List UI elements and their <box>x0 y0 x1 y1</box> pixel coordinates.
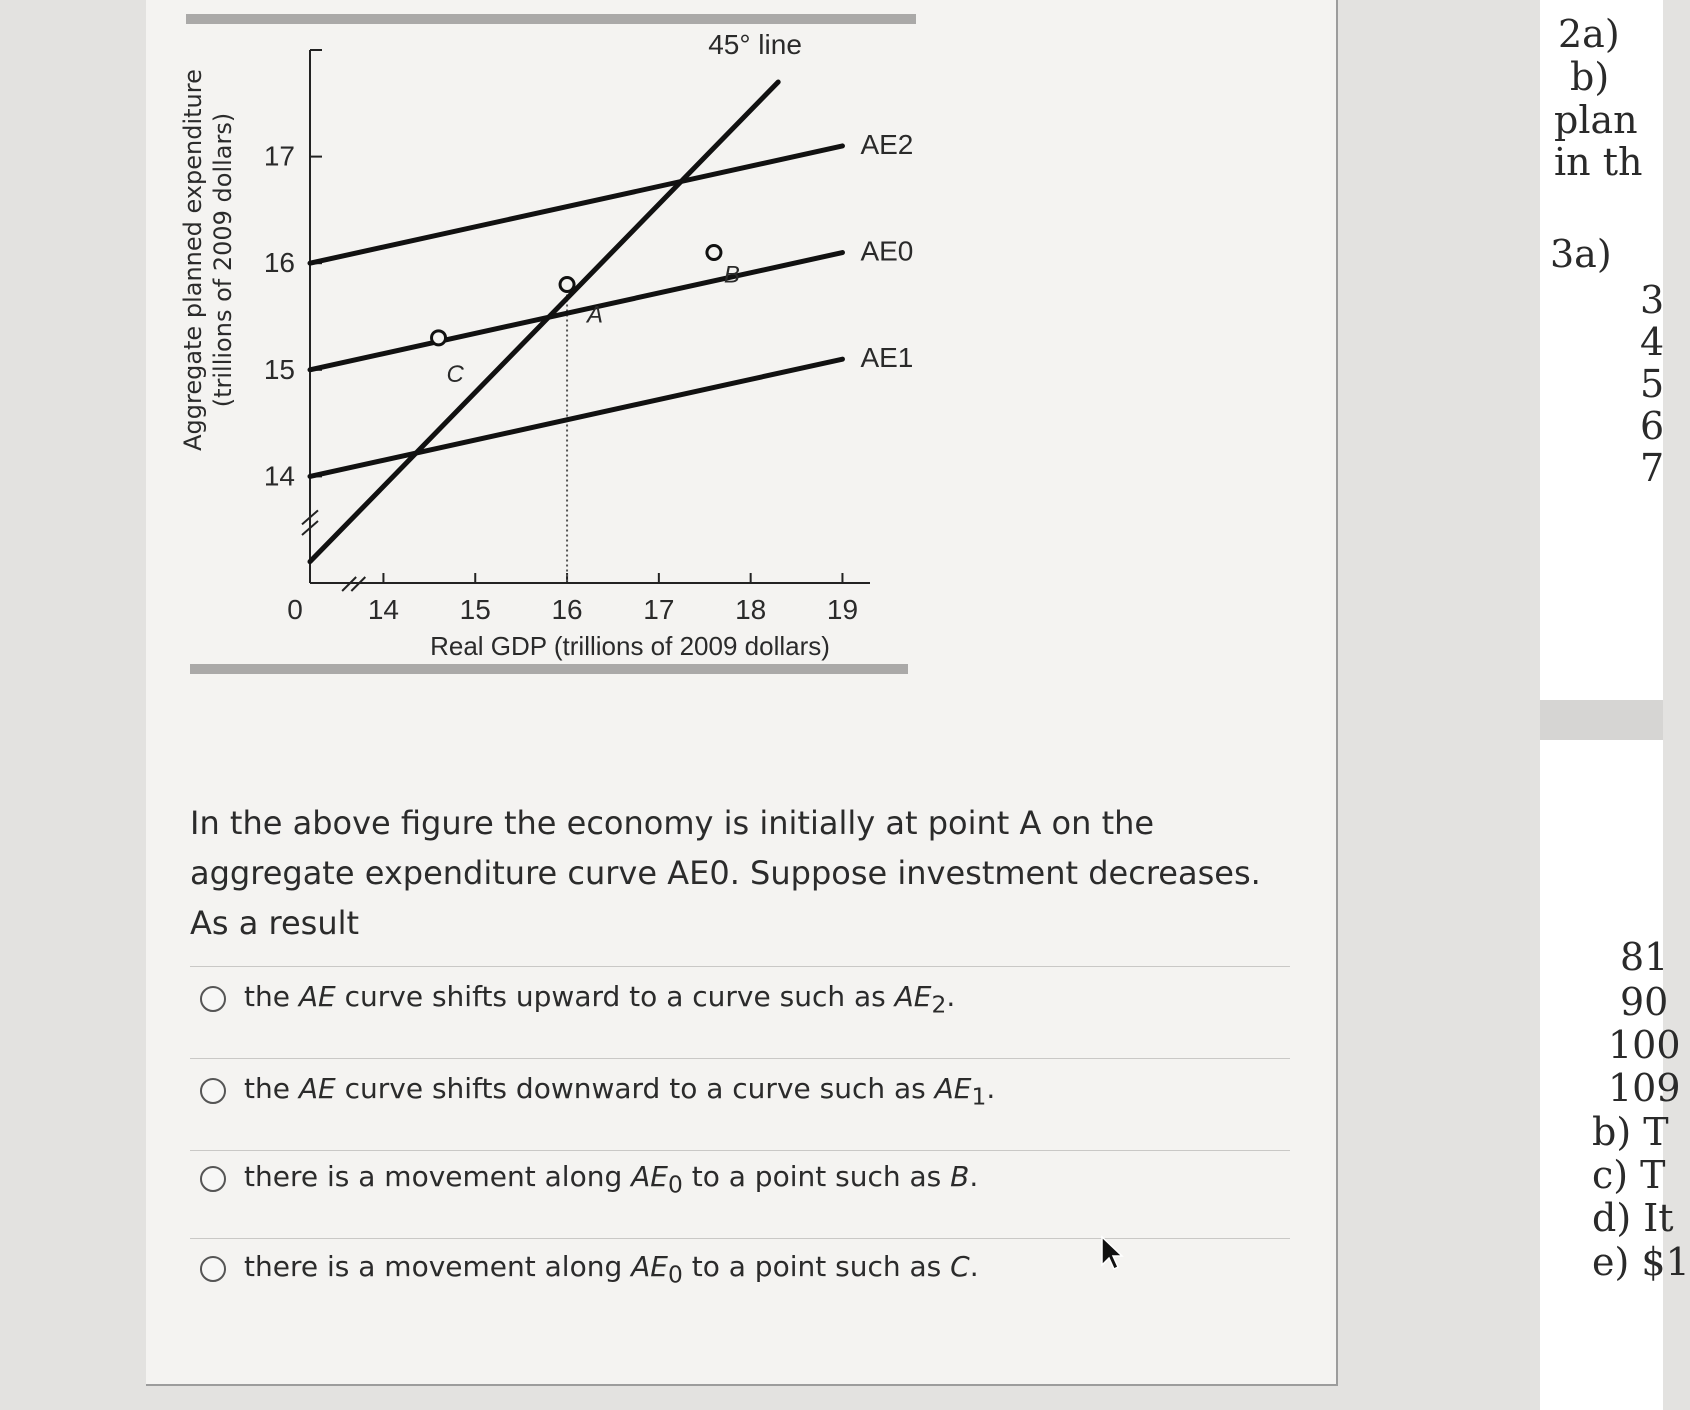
x-tick-label: 14 <box>367 594 400 625</box>
option-3-label: there is a movement along $AE_0$ to a point such as B. <box>244 1160 979 1199</box>
option-divider <box>190 966 1290 967</box>
option-2-radio[interactable] <box>200 1078 226 1104</box>
point-c-label: C <box>446 360 464 388</box>
x-tick-label: 0 <box>287 594 303 625</box>
ae-chart <box>0 0 940 700</box>
option-divider <box>190 1150 1290 1151</box>
option-4[interactable] <box>200 1250 979 1289</box>
series-label: AE0 <box>860 235 914 267</box>
y-tick-label: 17 <box>263 140 295 172</box>
point-a-marker <box>560 278 574 292</box>
series-line-45-degree <box>310 82 778 562</box>
option-divider <box>190 1058 1290 1059</box>
series-line-ae2 <box>310 146 842 263</box>
side-text-2a: 2a) <box>1558 12 1620 56</box>
mouse-cursor-icon <box>1100 1235 1124 1271</box>
x-tick-label: 16 <box>551 594 583 625</box>
y-axis-title <box>178 50 238 470</box>
x-tick-label: 15 <box>459 594 491 625</box>
x-tick-label: 17 <box>643 594 675 625</box>
side-text-3: 3 <box>1640 278 1665 322</box>
point-b-label: B <box>723 261 740 289</box>
option-divider <box>190 1238 1290 1239</box>
question-prompt: In the above figure the economy is initially at point A on the aggregate expenditure curve AE0. Suppose investment decreases. As a result <box>190 804 1261 942</box>
side-panel <box>1540 0 1690 1410</box>
option-2-label: the AE curve shifts downward to a curve such as $AE_1$. <box>244 1072 996 1111</box>
side-text-e: e) $1 <box>1592 1240 1690 1284</box>
series-line-ae0 <box>310 253 842 370</box>
side-text-6: 6 <box>1640 404 1665 448</box>
y-tick-label: 16 <box>263 247 295 279</box>
side-text-109: 109 <box>1608 1066 1681 1110</box>
point-b-marker <box>707 246 721 260</box>
side-text-bT: b) T <box>1592 1110 1669 1154</box>
y-axis-title-line1: Aggregate planned expenditure <box>179 69 207 451</box>
option-3[interactable] <box>200 1160 978 1199</box>
side-text-81: 81 <box>1620 935 1669 979</box>
series-label: AE1 <box>860 342 914 374</box>
series-line-ae1 <box>310 359 842 476</box>
x-tick-label: 19 <box>826 594 859 625</box>
option-4-label: there is a movement along $AE_0$ to a point such as C. <box>244 1250 979 1289</box>
y-axis-title-line2: (trillions of 2009 dollars) <box>209 112 237 408</box>
x-axis-title: Real GDP (trillions of 2009 dollars) <box>430 631 830 661</box>
side-text-cT: c) T <box>1592 1153 1666 1197</box>
x-tick-label: 18 <box>735 594 767 625</box>
side-text-plan: plan <box>1554 98 1638 142</box>
option-1-radio[interactable] <box>200 986 226 1012</box>
side-text-3a: 3a) <box>1550 232 1612 276</box>
side-text-4: 4 <box>1640 320 1665 364</box>
side-text-b: b) <box>1570 55 1610 99</box>
side-text-90: 90 <box>1620 980 1669 1024</box>
option-4-radio[interactable] <box>200 1256 226 1282</box>
y-tick-label: 15 <box>263 353 295 385</box>
side-separator <box>1540 700 1663 740</box>
y-tick-label: 14 <box>263 460 295 492</box>
series-label: 45° line <box>708 28 802 60</box>
series-label: AE2 <box>860 128 914 160</box>
point-a-label: A <box>587 301 604 329</box>
option-1[interactable] <box>200 980 955 1019</box>
option-1-label: the AE curve shifts upward to a curve such as $AE_2$. <box>244 980 956 1019</box>
side-text-inth: in th <box>1554 140 1643 184</box>
question-text <box>190 798 1270 948</box>
point-c-marker <box>432 331 446 345</box>
side-text-7: 7 <box>1640 446 1665 490</box>
option-2[interactable] <box>200 1072 995 1111</box>
side-text-dIt: d) It <box>1592 1196 1674 1240</box>
side-text-100: 100 <box>1608 1023 1681 1067</box>
side-text-5: 5 <box>1640 362 1665 406</box>
option-3-radio[interactable] <box>200 1166 226 1192</box>
